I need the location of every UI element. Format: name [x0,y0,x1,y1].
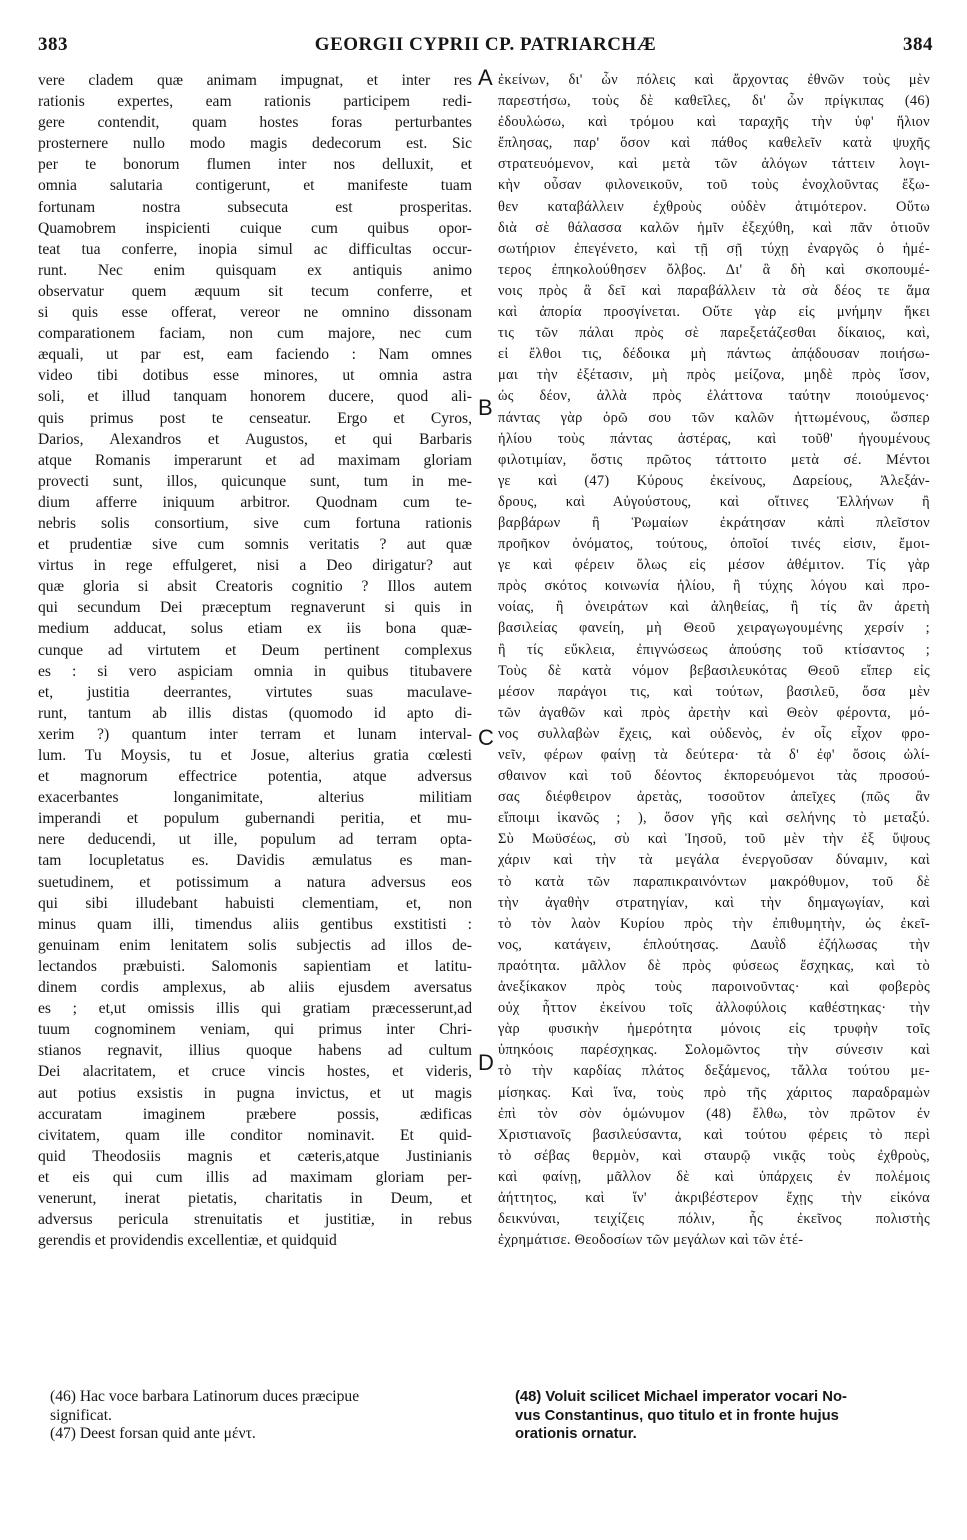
greek-text-line: γε καὶ (47) Κύρους ἐκείνους, Δαρείους, Ἀλεξάν- [498,472,930,489]
greek-text-line: παρεστήσω, τοὺς δὲ καθεῖλες, δι' ὧν πρίγκιπας (46) [498,93,930,110]
latin-text-line: adversus pericula strenuitatis et justitiæ, in rebus [38,1211,472,1229]
greek-text-line: μέσον παράγοι τις, καὶ τούτων, βασιλεῦ, ὅσα μὲν [498,683,930,700]
greek-text-line: καὶ φαίνῃ, μᾶλλον δὲ καὶ ὑπάρχεις ἐν πολέμοις [498,1168,930,1185]
latin-text-line: prosternere nullo modo magis dedecorum est. Sic [38,135,472,153]
latin-text-line: suetudinem, et potissimum a natura adversus eos [38,873,472,891]
footnote-line: significat. [50,1406,112,1424]
margin-marker-d: D [478,1050,494,1075]
greek-text-line: οὐχ ἧττον ἐκείνου τοῖς ἀλλοφύλοις καθέστηκας· τὴν [498,1000,930,1017]
latin-text-line: venerunt, inerat pietatis, charitatis in Deum, et [38,1189,472,1207]
greek-text-line: ὑπηκόοις παρέσχηκας. Σολομῶντος τὴν σύνεσιν καὶ [498,1042,930,1059]
latin-text-line: atque Romanis imperarunt et ad maximam gloriam [38,451,472,469]
latin-text-line: quid Theodosiis magnis et cæteris,atque Justinianis [38,1147,472,1165]
latin-text-line: virtus in rege effulgeret, nisi a Deo dirigatur? aut [38,557,472,575]
latin-text-line: teat tua conferre, inopia simul ac difficultas occur- [38,240,472,258]
greek-text-line: ἀνεξίκακον πρὸς τοὺς παροινοῦντας· καὶ φοβερὸς [498,979,930,996]
greek-text-line: εἰ ἔλθοι τις, δέδοικα μὴ πάντως ἀπᾴδουσαν ποιήσω- [498,346,930,363]
greek-text-line: νος, κατάγειν, ἐπλούτησας. Δαυῒδ ἐζήλωσας τὴν [498,936,930,953]
greek-text-line: νος συλλαβὼν ἔχεις, καὶ οὐδενὸς, ἐν οἷς εἶχον φρο- [498,725,930,742]
latin-text-line: tam locupletatus es. Davidis æmulatus es man- [38,852,472,870]
greek-text-line: σθαινον καὶ τοῦ δέοντος ἐκπορευόμενοι τὰς προσού- [498,768,930,785]
latin-text-line: es ; et,ut omissis illis qui gratiam præcesserunt,ad [38,1000,472,1018]
latin-text-line: qui sibi illudebant habuisti clementiam, et, non [38,894,472,912]
greek-text-line: ἔπλησας, παρ' ὅσον καὶ πάθος καθελεῖν κατὰ ψυχῆς [498,135,930,152]
latin-text-line: genuinam enim lenitatem solis subjectis ad illos de- [38,936,472,954]
latin-text-line: si quis esse offerat, vereor ne omnino dissonam [38,304,472,322]
latin-text-line: quæ gloria si absit Creatoris cognitio ? Illos autem [38,578,472,596]
greek-text-line: τὸ κατὰ τῶν παραπικραινόντων μακρόθυμον, τοῦ δὲ [498,873,930,890]
greek-text-line: δρους, καὶ Αὐγούστους, καὶ οἵτινες Ἑλλήνων ἢ [498,493,930,510]
greek-text-line: ἐδουλώσω, καὶ τρόμου καὶ ταραχῆς τὴν ὑφ' ἥλιον [498,114,930,131]
greek-text-line: τῶν ἀγαθῶν καὶ πρὸς ἀρετὴν καὶ Θεὸν φέροντα, μό- [498,704,930,721]
latin-text-line: æquali, ut par est, eam faciendo : Nam omnes [38,346,472,364]
greek-text-line: κὴν οὖσαν φιλονεικοῦν, τοῦ τοὺς ἐνοχλοῦντας ἔξω- [498,177,930,194]
latin-text-line: dium afferre iniquum arbitror. Quodnam cum te- [38,493,472,511]
greek-text-line: στρατευόμενον, καὶ μετὰ τῶν ἀλόγων τάττειν λογι- [498,156,930,173]
latin-text-line: et magnorum effectrice potentia, atque adversus [38,768,472,786]
latin-text-line: minus quam illi, timendus aliis gentibus exstitisti : [38,915,472,933]
page-number-right: 384 [903,34,933,55]
greek-text-line: νεῖν, φέρων φαίνῃ τὰ δεύτερα· τὰ δ' ἐφ' ὅσοις ὠλί- [498,747,930,763]
latin-text-line: Darios, Alexandros et Augustos, et qui Barbaris [38,430,472,448]
greek-text-line: τὸ τὴν καρδίας πλάτος δεξάμενος, τἄλλα τούτου με- [498,1063,930,1080]
greek-text-line: μαι τὴν ἐξέτασιν, μὴ πρὸς μείζονα, μηδὲ πρὸς ἴσον, [498,367,930,384]
latin-text-line: imperandi et populum gubernandi peritia, et mu- [38,810,472,828]
greek-text-line: ἐπὶ τὸν σὸν ὁμώνυμον (48) ἔλθω, τὸν πρῶτον ἐν [498,1105,930,1122]
greek-text-line: τὴν ἀγαθὴν στρατηγίαν, καὶ τὴν δημαγωγίαν, καὶ [498,894,930,911]
greek-text-line: νοις πρὸς ἃ δεῖ καὶ παραβάλλειν τὰ σὰ δέος τε ἅμα [498,282,930,299]
greek-text-line: πάντας γὰρ ὁρῶ σου τῶν καλῶν ἡττωμένους, ὥσπερ [498,409,930,426]
greek-text-line: νοίας, ἢ ὀνειράτων καὶ ἀληθείας, ἢ τίς ἂν ἀρετὴ [498,599,930,616]
latin-text-line: provecti sunt, illos, quicunque sunt, tum in me- [38,472,472,490]
greek-text-line: δεικνύναι, τειχίζεις πόλιν, ἧς ἐκεῖνος πολιστὴς [498,1211,930,1228]
greek-text-line: γε καὶ φέρειν ὅλως εἰς μέσον ἀθέμιτον. Τίς γὰρ [498,557,930,574]
running-title: GEORGII CYPRII CP. PATRIARCHÆ [314,34,657,55]
greek-text-line: πραότητα. μᾶλλον δὲ πρὸς φύσεως ἔσχηκας, καὶ τὸ [498,957,930,974]
greek-text-line: τὸ τὸν λαὸν Κυρίου πρὸς τὴν ἐπιθυμητὴν, ὡς ἐκεῖ- [498,915,930,932]
latin-text-line: observatur quem æquum sit tecum conferre, et [38,282,472,300]
greek-text-line: τερος ἐπηκολούθησεν ὄλβος. Δι' ἃ δὴ καὶ σκοπουμέ- [498,261,930,278]
latin-text-line: medium adducat, solus etiam ex iis bona quæ- [38,620,472,638]
latin-text-line: runt, tantum ab illis distas (quomodo id apto di- [38,704,472,722]
greek-text-line: εἴποιμι ἱκανῶς ; ), ὅσον γῆς καὶ σελήνης τὸ μεταξύ. [498,810,930,827]
greek-text-line: μίσηκας. Καὶ ἵνα, τοὺς πρὸ τῆς χάριτος παραδραμὼν [498,1084,930,1101]
greek-text-line: ἀήττητος, καὶ ἵν' ἀκριβέστερον ἔχῃς τὴν εἰκόνα [498,1189,930,1206]
greek-text-line: Τοὺς δὲ κατὰ νόμον βεβασιλευκότας Θεοῦ εἴπερ εἰς [498,662,930,679]
latin-text-line: gerendis et providendis excellentiæ, et quidquid [38,1232,337,1250]
latin-text-line: quis primus post te censeatur. Ergo et Cyros, [38,409,472,427]
latin-text-line: civitatem, quam ille conditor nominavit. Et quid- [38,1126,472,1144]
greek-text-line: φιλοτιμίαν, ὅστις πρῶτος τάττοιτο μετὰ σέ. Μέντοι [498,451,930,468]
margin-marker-b: B [478,395,493,420]
page-number-left: 383 [38,34,68,55]
greek-text-line: ἐχρημάτισε. Θεοδοσίων τῶν μεγάλων καὶ τῶν ἑτέ- [498,1232,804,1249]
latin-text-line: vere cladem quæ animam impugnat, et inter res [38,72,472,89]
greek-text-line: ἡλίου τοὺς πάντας ἀστέρας, καὶ τοῦθ' ἡγουμένους [498,430,930,447]
latin-text-line: nere deducendi, ut ille, populum ad terram opta- [38,831,472,849]
greek-text-line: θεν καταβάλλειν ἐχθροὺς οὐδὲν ἀτιμότερον. Οὕτω [498,198,930,215]
footnotes-right [515,1388,930,1444]
latin-text-line: qui secundum Dei præceptum regnaverunt si quis in [38,599,472,617]
latin-text-line: rationis expertes, eam rationis participem redi- [38,93,472,111]
latin-text-line: soli, et illud tanquam honorem ducere, quod ali- [38,388,472,406]
latin-text-line: fortunam nostra subsecuta est prosperitas. [38,198,472,216]
page-header [38,34,933,60]
latin-text-line: stianos regnavit, illius quoque habens ad cultum [38,1042,472,1060]
greek-text-line: Σὺ Μωϋσέως, σὺ καὶ Ἰησοῦ, τοῦ μὲν τὴν ἐξ ὕψους [498,831,930,848]
latin-text-line: es : si vero aspiciam omnia in quibus titubavere [38,662,472,680]
latin-text-line: Dei alacritatem, et cruce vincis hostes, et videris, [38,1063,472,1081]
greek-text-line: γὰρ φυσικὴν ἡμερότητα μόνοις εἰς τρυφὴν τοῖς [498,1021,930,1038]
latin-text-line: exacerbantes longanimitate, alterius militiam [38,789,472,807]
margin-marker-a: A [478,65,493,90]
footnote-line: (47) Deest forsan quid ante μέντ. [50,1425,256,1442]
latin-text-line: xerim ?) quantum inter terram et lunam interval- [38,725,472,743]
greek-text-line: σωτήριον ἐπεγένετο, καὶ τῇ σῇ τύχῃ ἐναργῶς ὁ ἡμέ- [498,240,930,257]
latin-text-line: lectandos præbuisti. Salomonis sapientiam et latitu- [38,957,472,975]
greek-text-line: τις τῶν πάλαι πρὸς σὲ παρεξετάζεσθαι δίκαιος, καὶ, [498,325,930,342]
greek-text-line: καὶ ἀπορία προσγίνεται. Οὔτε γὰρ εἰς μνήμην ἥκει [498,304,930,321]
greek-text-line: βασιλείας φανείη, μὴ Θεοῦ χειραγωγουμένης χερσίν ; [498,620,930,637]
footnote-line: vus Constantinus, quo titulo et in fronte hujus [515,1407,839,1424]
greek-text-line: ὡς δέον, ἀλλὰ πρὸς ἐλάττονα ταύτην ποιούμενος· [498,388,930,405]
greek-text-line: βαρβάρων ἢ Ῥωμαίων ἐκράτησαν κἀπὶ πλεῖστον [498,514,930,531]
greek-text-line: Χριστιανοῖς βασιλεύσαντα, καὶ τούτου φέρεις τὸ περὶ [498,1126,930,1143]
latin-text-line: omnia salutaria contigerunt, et manifeste tuam [38,177,472,195]
footnotes-left [50,1388,470,1444]
greek-text-line: τὸ σέβας θερμὸν, καὶ σταυρῷ νικᾷς τοὺς ἐχθροὺς, [498,1147,930,1164]
greek-text-line: χάριν καὶ τὴν τὰ μεγάλα ἐνεργοῦσαν δύναμιν, καὶ [498,852,930,869]
greek-text-line: προῆκον ὀνόματος, τούτους, ὁποῖοί τινές εἰσιν, ἔμοι- [498,536,930,553]
latin-text-line: dinem cordis amplexus, ab aliis ejusdem aversatus [38,979,472,997]
footnote-line: (48) Voluit scilicet Michael imperator vocari No- [515,1389,847,1405]
greek-text-line: ἢ τίς εὔκλεια, ἐπιγνώσεως ἀπούσης τοῦ κτίσαντος ; [498,641,930,658]
latin-text-line: per te bonorum flumen inter nos delluxit, et [38,156,472,174]
footnote-line: orationis ornatur. [515,1426,637,1442]
greek-text-line: ἐκείνων, δι' ὧν πόλεις καὶ ἄρχοντας ἐθνῶν τοὺς μὲν [498,72,930,88]
latin-text-line: Quamobrem inspicienti cuique cum quibus opor- [38,219,472,237]
latin-text-column [38,70,472,1251]
latin-text-line: aut potius exsistis in pugna invictus, et ut magis [38,1084,472,1102]
greek-text-line: πρὸς σκότος κοινωνία ἡλίου, ἢ τύχης λόγου καὶ προ- [498,578,930,595]
greek-text-line: σας διέφθειρον ἀρετὰς, τοσοῦτον ἀπεῖχες (πῶς ἂν [498,789,930,806]
greek-text-line: διὰ σὲ θάλασσα καλῶν ἡμῖν ἐξεχύθη, καὶ πᾶν ὁτιοῦν [498,219,930,236]
greek-text-column [498,70,930,1251]
latin-text-line: comparationem faciam, non cum majore, nec cum [38,325,472,343]
latin-text-line: nebris solis consortium, sive cum fortuna rationis [38,514,472,532]
latin-text-line: et prudentiæ sive cum somnis veritatis ? aut quæ [38,536,472,554]
margin-marker-c: C [478,725,494,750]
latin-text-line: tuum cognominem veniam, qui primus inter Chri- [38,1021,472,1039]
latin-text-line: et, justitia deerrantes, virtutes suas maculave- [38,683,472,701]
latin-text-line: runt. Nec enim quisquam ex antiquis animo [38,261,472,279]
latin-text-line: accuratam imaginem præbere possis, ædificas [38,1105,472,1123]
latin-text-line: video tibi dotibus esse minores, ut omnia astra [38,367,472,385]
latin-text-line: et eis qui cum illis ad maximam gloriam per- [38,1168,472,1186]
footnote-line: (46) Hac voce barbara Latinorum duces præcipue [50,1388,360,1405]
latin-text-line: cunque ad virtutem et Deum pertinent complexus [38,641,472,659]
latin-text-line: gere contendit, quam hostes foras perturbantes [38,114,472,132]
latin-text-line: lum. Tu Moysis, tu et Josue, alterius gratia cœlesti [38,747,472,764]
